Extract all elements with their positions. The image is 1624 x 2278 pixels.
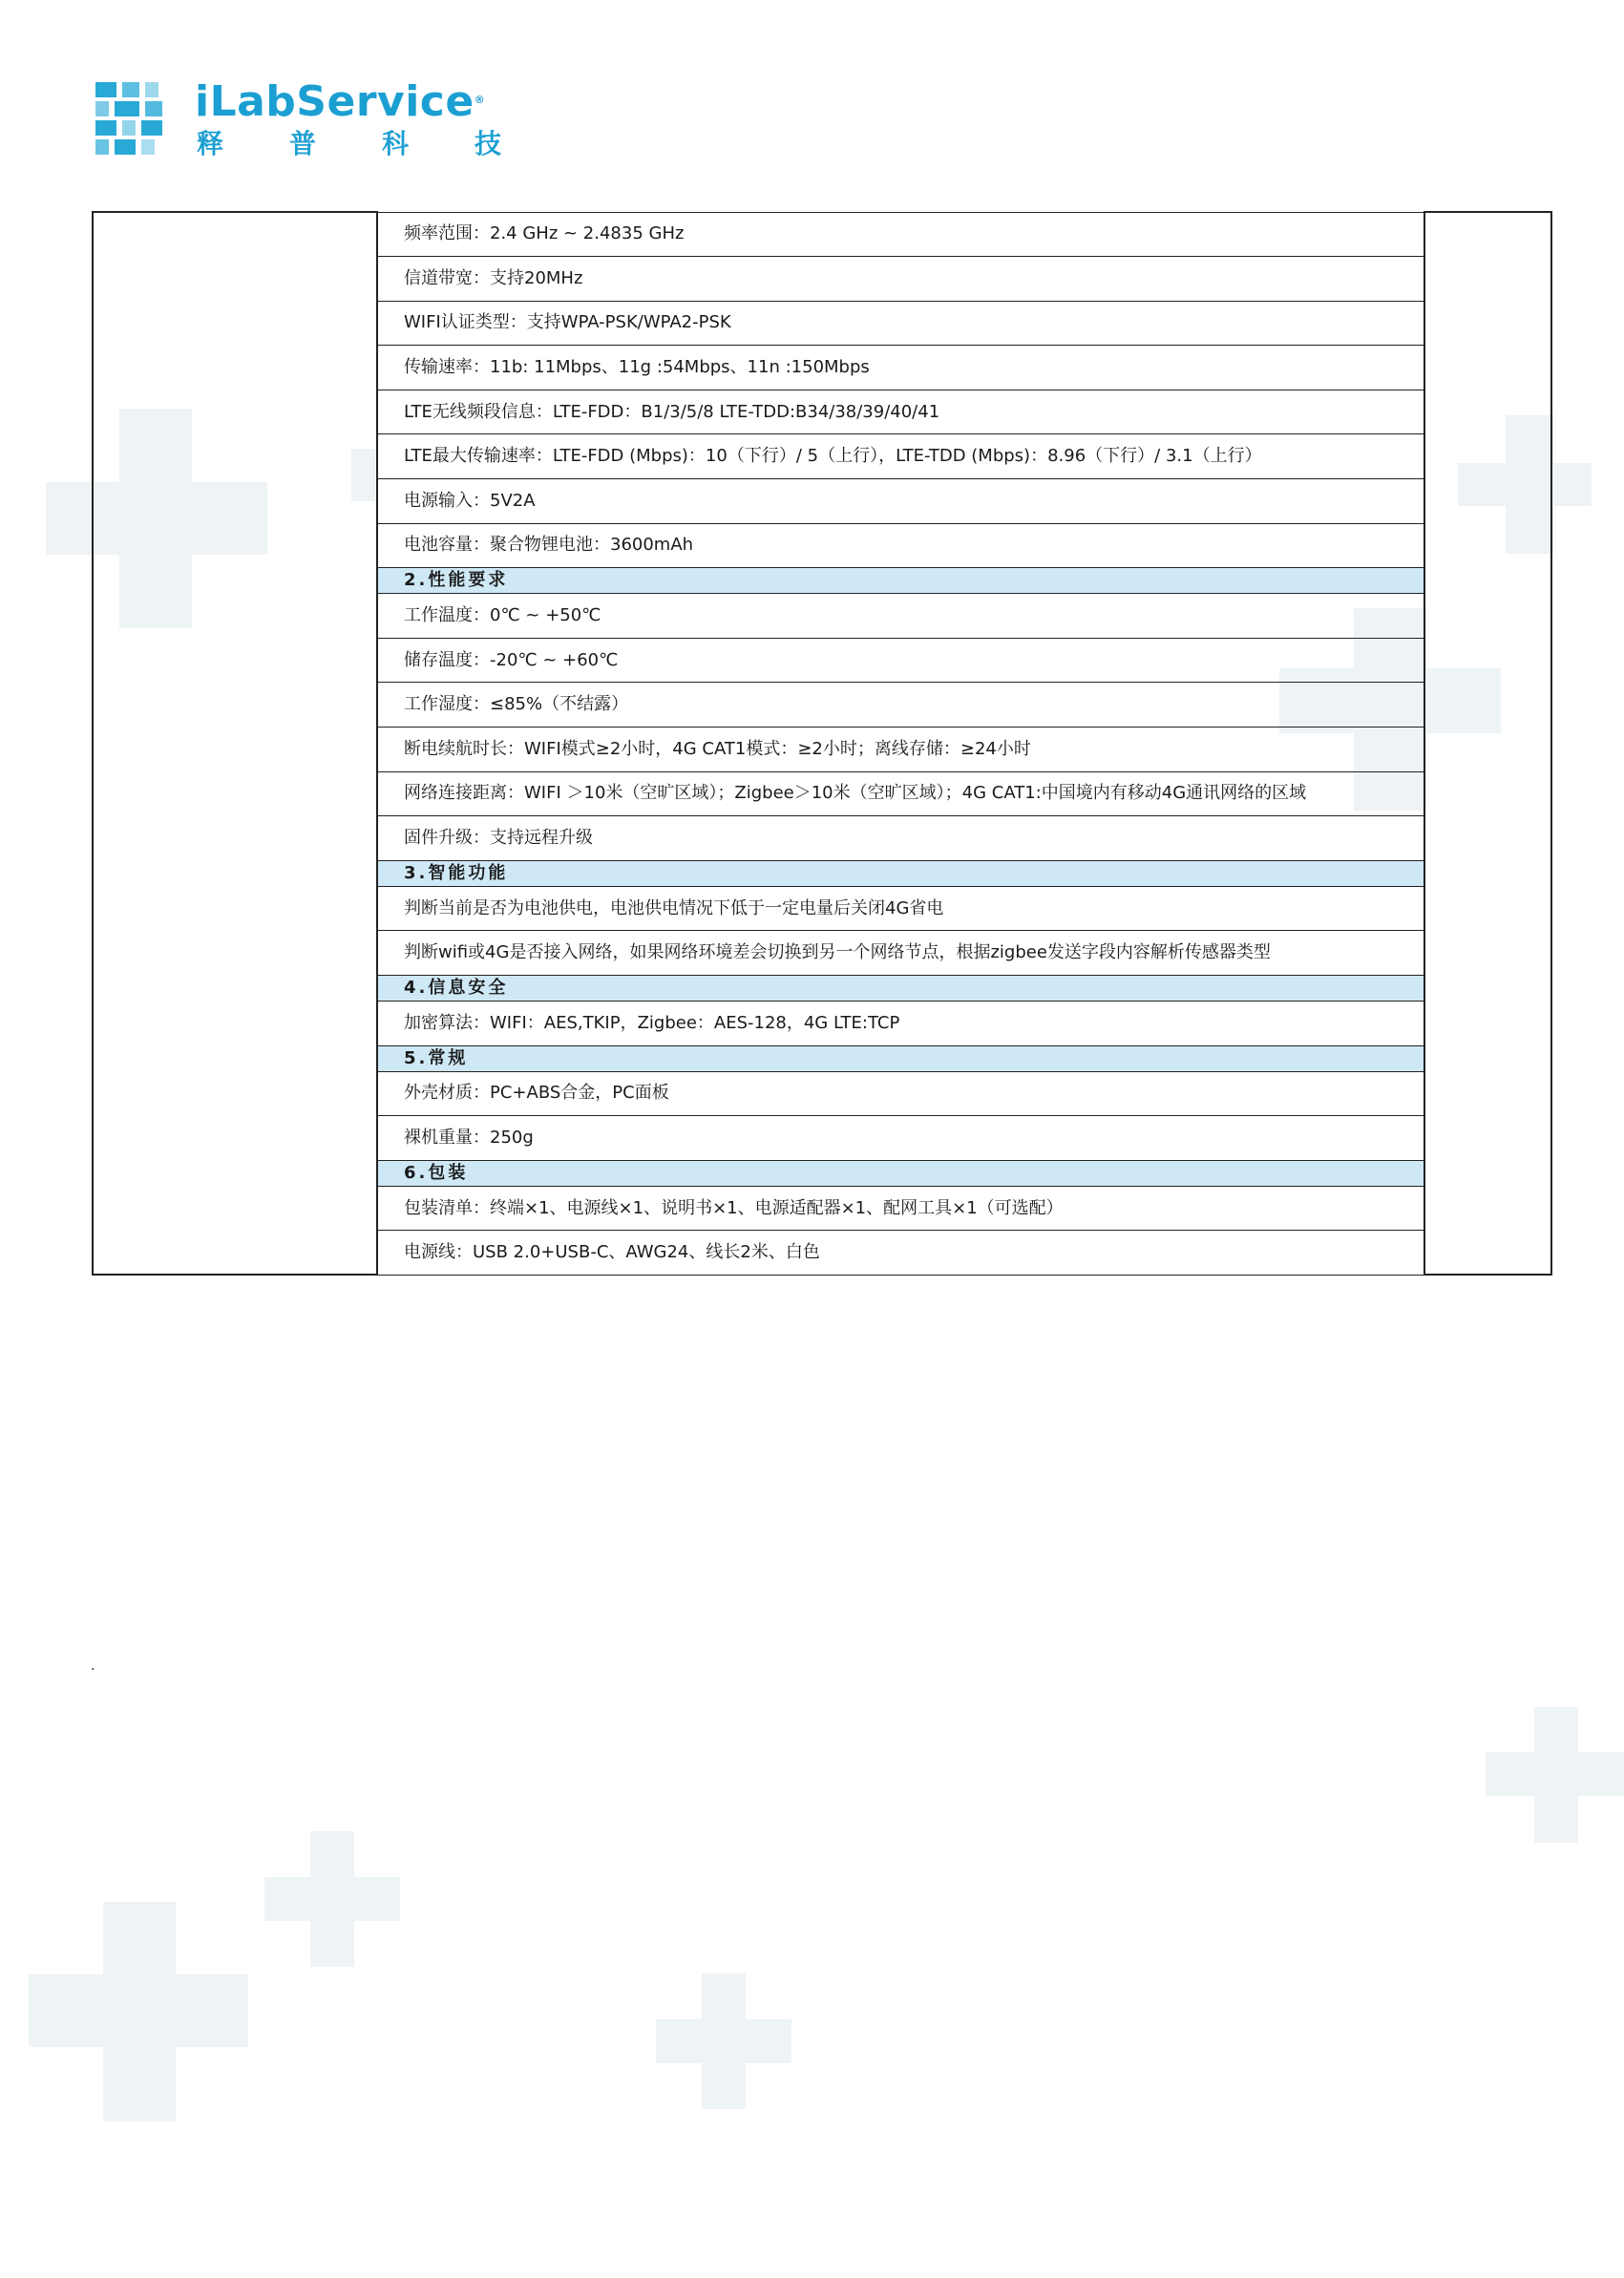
spec-item: 电源线：USB 2.0+USB-C、AWG24、线长2米、白色	[377, 1231, 1424, 1276]
spec-item: WIFI认证类型：支持WPA-PSK/WPA2-PSK	[377, 301, 1424, 346]
stray-dot: .	[91, 1658, 95, 1674]
spec-item: 包装清单：终端×1、电源线×1、说明书×1、电源适配器×1、配网工具×1（可选配）	[377, 1186, 1424, 1231]
spec-item: 电源输入：5V2A	[377, 479, 1424, 524]
section-title: 2.性能要求	[377, 568, 1424, 594]
spec-item: 电池容量：聚合物锂电池：3600mAh	[377, 523, 1424, 568]
watermark-cross	[264, 1877, 400, 1921]
spec-item: 裸机重量：250g	[377, 1116, 1424, 1161]
section-title: 5.常规	[377, 1045, 1424, 1071]
spec-item: 固件升级：支持远程升级	[377, 816, 1424, 861]
watermark-cross	[656, 2019, 791, 2063]
spec-item: LTE最大传输速率：LTE-FDD (Mbps)：10（下行）/ 5（上行），LTE-TDD (Mbps)：8.96（下行）/ 3.1（上行）	[377, 434, 1424, 479]
spec-row	[93, 212, 1551, 257]
brand-name: iLabService®	[195, 77, 486, 126]
company-logo	[95, 78, 506, 164]
spec-item: 判断当前是否为电池供电，电池供电情况下低于一定电量后关闭4G省电	[377, 886, 1424, 931]
spec-item: 工作温度：0℃ ~ +50℃	[377, 594, 1424, 639]
section-title: 3.智能功能	[377, 860, 1424, 886]
spec-item: 频率范围：2.4 GHz ~ 2.4835 GHz	[377, 212, 1424, 257]
spec-item: 外壳材质：PC+ABS合金，PC面板	[377, 1071, 1424, 1116]
brand-chinese-name: 释 普 科 技	[197, 128, 502, 159]
spec-item: 储存温度：-20℃ ~ +60℃	[377, 638, 1424, 683]
logo-mark-icon	[95, 82, 164, 155]
right-empty-cell	[1424, 212, 1551, 1275]
spec-item: 信道带宽：支持20MHz	[377, 257, 1424, 302]
spec-item: LTE无线频段信息：LTE-FDD：B1/3/5/8 LTE-TDD:B34/38/39/40/41	[377, 390, 1424, 434]
section-title: 4.信息安全	[377, 976, 1424, 1002]
spec-item: 判断wifi或4G是否接入网络，如果网络环境差会切换到另一个网络节点，根据zigbee发送字段内容解析传感器类型	[377, 931, 1424, 976]
spec-item: 工作湿度：≤85%（不结露）	[377, 683, 1424, 728]
spec-item: 传输速率：11b: 11Mbps、11g :54Mbps、11n :150Mbps	[377, 346, 1424, 390]
watermark-cross	[29, 1974, 248, 2047]
spec-item: 加密算法：WIFI：AES,TKIP，Zigbee：AES-128，4G LTE:TCP	[377, 1002, 1424, 1046]
spec-table	[92, 211, 1552, 1276]
left-empty-cell	[93, 212, 377, 1275]
spec-item: 断电续航时长：WIFI模式≥2小时，4G CAT1模式：≥2小时；离线存储：≥24小时	[377, 728, 1424, 772]
watermark-cross	[1486, 1752, 1624, 1796]
section-title: 6.包装	[377, 1160, 1424, 1186]
spec-item: 网络连接距离：WIFI ＞10米（空旷区域）；Zigbee＞10米（空旷区域）；4G CAT1:中国境内有移动4G通讯网络的区域	[377, 771, 1424, 816]
